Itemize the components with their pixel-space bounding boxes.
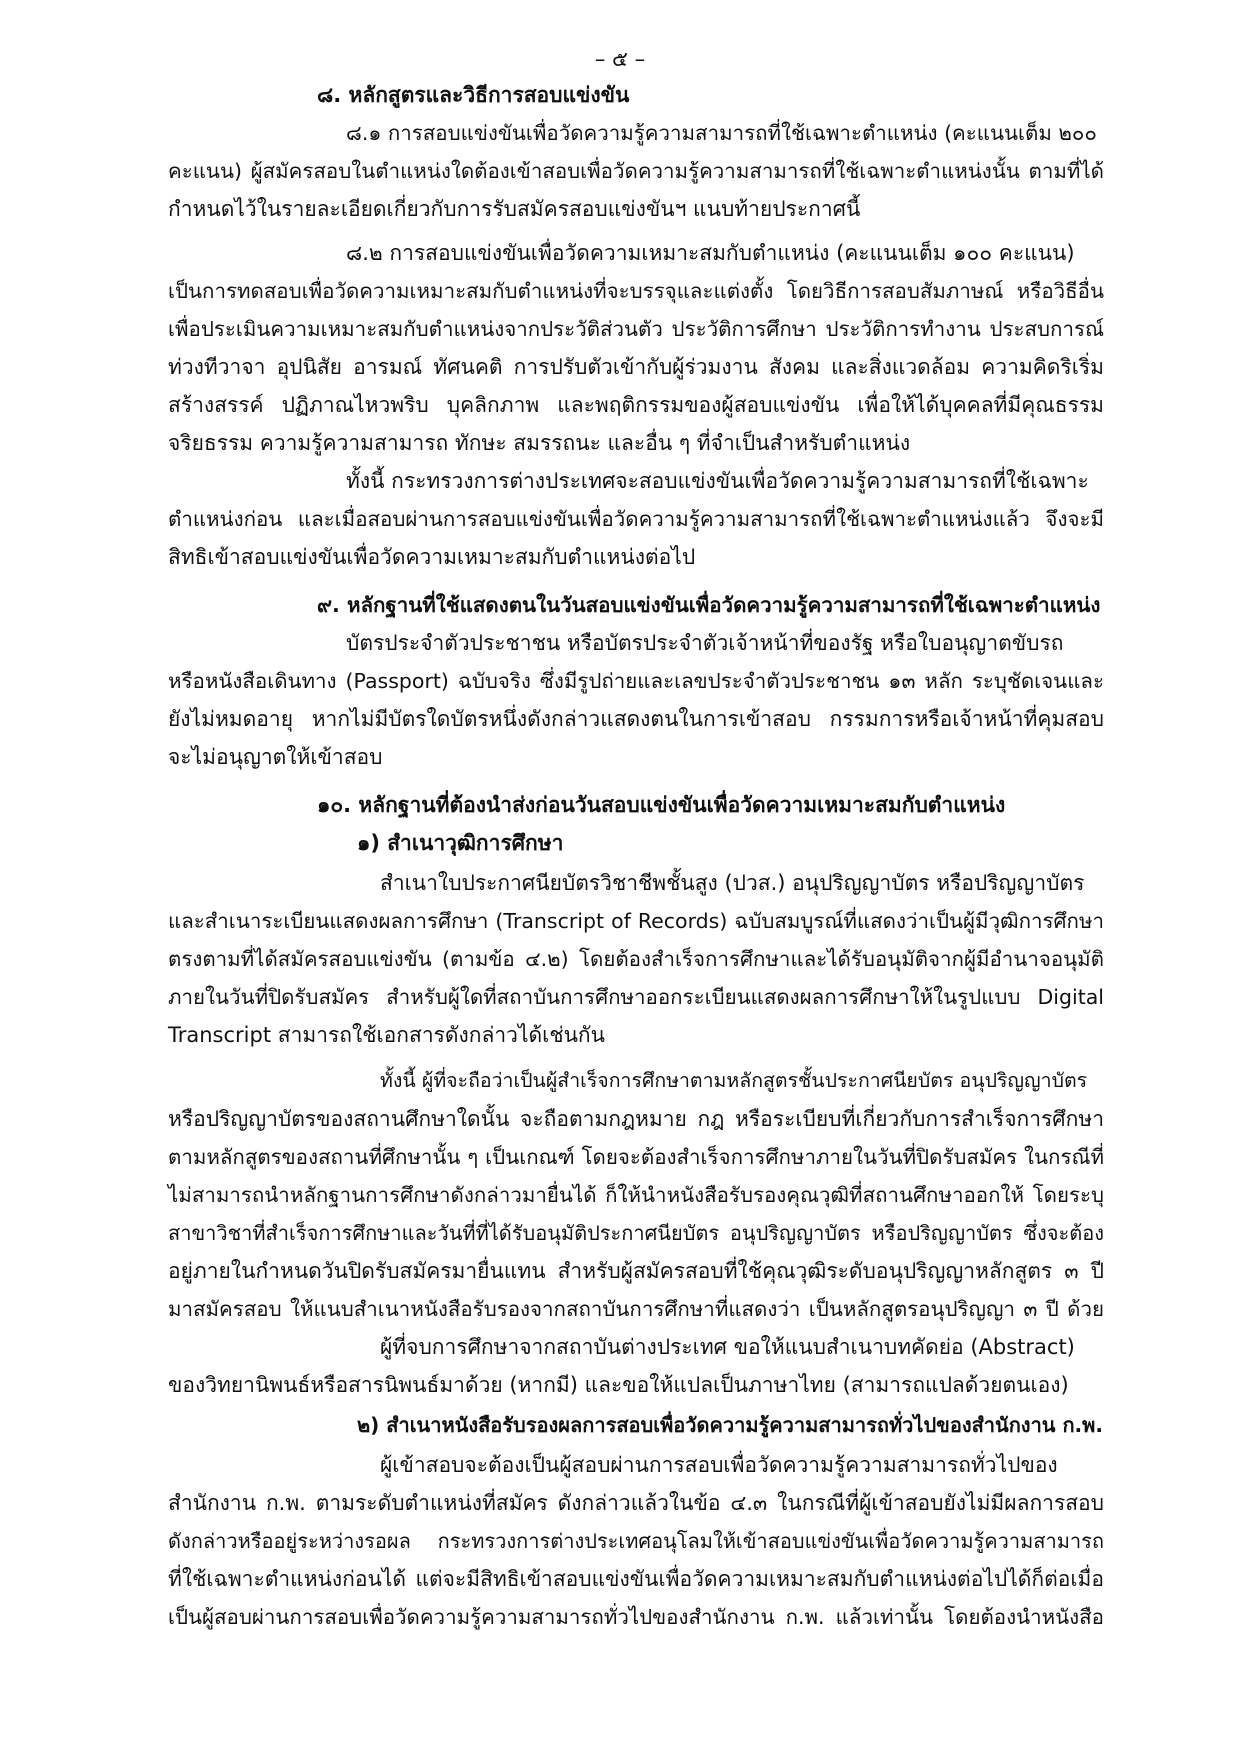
sec10-sub1-p3-line2: ของวิทยานิพนธ์หรือสารนิพนธ์มาด้วย (หากมี) และขอให้แปลเป็นภาษาไทย (สามารถแปลด้วยตนเอง): [168, 1373, 1069, 1397]
sec8-p2-line6: จริยธรรม ความรู้ความสามารถ ทักษะ สมรรถนะ และอื่น ๆ ที่จำเป็นสำหรับตำแหน่ง: [168, 431, 911, 455]
sec10-sub1-p1-line4: ภายในวันที่ปิดรับสมัคร สำหรับผู้ใดที่สถาบันการศึกษาออกระเบียนแสดงผลการศึกษาให้ในรูปแบบ Digital: [168, 985, 1104, 1009]
sec10-sub1-p2-line1: ทั้งนี้ ผู้ที่จะถือว่าเป็นผู้สำเร็จการศึกษาตามหลักสูตรชั้นประกาศนียบัตร อนุปริญญาบัตร: [380, 1069, 1088, 1092]
section-9-heading: ๙. หลักฐานที่ใช้แสดงตนในวันสอบแข่งขันเพื่อวัดความรู้ความสามารถที่ใช้เฉพาะตำแหน่ง: [317, 593, 1101, 617]
sec10-sub1-heading: ๑) สำเนาวุฒิการศึกษา: [357, 831, 564, 855]
sec9-p1-line4: จะไม่อนุญาตให้เข้าสอบ: [168, 745, 383, 769]
sec9-p1-line3: ยังไม่หมดอายุ หากไม่มีบัตรใดบัตรหนึ่งดังกล่าวแสดงตนในการเข้าสอบ กรรมการหรือเจ้าหน้าที่คุมสอบ: [168, 707, 1104, 731]
sec10-sub1-p2-line4: ไม่สามารถนำหลักฐานการศึกษาดังกล่าวมายื่นได้ ก็ให้นำหนังสือรับรองคุณวุฒิที่สถานศึกษาออกให้ โดยระบุ: [168, 1183, 1104, 1207]
sec8-p2-line4: ท่วงทีวาจา อุปนิสัย อารมณ์ ทัศนคติ การปรับตัวเข้ากับผู้ร่วมงาน สังคม และสิ่งแวดล้อม ความคิดริเริ่ม: [168, 355, 1104, 379]
sec8-p1-line1: ๘.๑ การสอบแข่งขันเพื่อวัดความรู้ความสามารถที่ใช้เฉพาะตำแหน่ง (คะแนนเต็ม ๒๐๐: [346, 121, 1097, 145]
section-8-heading: ๘. หลักสูตรและวิธีการสอบแข่งขัน: [317, 83, 630, 107]
sec10-sub2-p1-line4: ที่ใช้เฉพาะตำแหน่งก่อนได้ แต่จะมีสิทธิเข้าสอบแข่งขันเพื่อวัดความเหมาะสมกับตำแหน่งต่อไปได้ก็ต่อเมื่อ: [168, 1567, 1104, 1591]
sec10-sub1-p1-line5: Transcript สามารถใช้เอกสารดังกล่าวได้เช่นกัน: [168, 1023, 606, 1047]
sec8-p3-line2: ตำแหน่งก่อน และเมื่อสอบผ่านการสอบแข่งขันเพื่อวัดความรู้ความสามารถที่ใช้เฉพาะตำแหน่งแล้ว จึงจะมี: [168, 507, 1104, 531]
sec10-sub2-p1-line5: เป็นผู้สอบผ่านการสอบเพื่อวัดความรู้ความสามารถทั่วไปของสำนักงาน ก.พ. แล้วเท่านั้น โดยต้องนำหนังสือ: [168, 1605, 1104, 1629]
sec9-p1-line2: หรือหนังสือเดินทาง (Passport) ฉบับจริง ซึ่งมีรูปถ่ายและเลขประจำตัวประชาชน ๑๓ หลัก ระบุชัดเจนและ: [168, 669, 1104, 693]
sec10-sub1-p1-line1: สำเนาใบประกาศนียบัตรวิชาชีพชั้นสูง (ปวส.) อนุปริญญาบัตร หรือปริญญาบัตร: [380, 871, 1085, 895]
sec10-sub2-p1-line3: ดังกล่าวหรืออยู่ระหว่างรอผล กระทรวงการต่างประเทศอนุโลมให้เข้าสอบแข่งขันเพื่อวัดความรู้ความสามารถ: [168, 1529, 1104, 1553]
sec8-p1-line2: คะแนน) ผู้สมัครสอบในตำแหน่งใดต้องเข้าสอบเพื่อวัดความรู้ความสามารถที่ใช้เฉพาะตำแหน่งนั้น ตามที่ได้: [168, 159, 1104, 183]
sec8-p2-line3: เพื่อประเมินความเหมาะสมกับตำแหน่งจากประวัติส่วนตัว ประวัติการศึกษา ประวัติการทำงาน ประสบการณ์: [168, 317, 1104, 341]
sec8-p1-line3: กำหนดไว้ในรายละเอียดเกี่ยวกับการรับสมัครสอบแข่งขันฯ แนบท้ายประกาศนี้: [168, 197, 861, 221]
page-number: – ๕ –: [594, 47, 646, 71]
sec10-sub1-p2-line6: อยู่ภายในกำหนดวันปิดรับสมัครมายื่นแทน สำหรับผู้สมัครสอบที่ใช้คุณวุฒิระดับอนุปริญญาหลักสูตร ๓ ปี: [168, 1259, 1104, 1283]
sec10-sub1-p1-line3: ตรงตามที่ได้สมัครสอบแข่งขัน (ตามข้อ ๔.๒) โดยต้องสำเร็จการศึกษาและได้รับอนุมัติจากผู้มีอำนาจอนุมัติ: [168, 947, 1104, 971]
sec10-sub2-p1-line1: ผู้เข้าสอบจะต้องเป็นผู้สอบผ่านการสอบเพื่อวัดความรู้ความสามารถทั่วไปของ: [380, 1453, 1058, 1477]
sec10-sub1-p2-line7: มาสมัครสอบ ให้แนบสำเนาหนังสือรับรองจากสถาบันการศึกษาที่แสดงว่า เป็นหลักสูตรอนุปริญญา ๓ ปี ด้วย: [168, 1297, 1104, 1321]
sec8-p2-line2: เป็นการทดสอบเพื่อวัดความเหมาะสมกับตำแหน่งที่จะบรรจุและแต่งตั้ง โดยวิธีการสอบสัมภาษณ์ หรือวิธีอื่น: [168, 279, 1104, 303]
sec10-sub1-p2-line2: หรือปริญญาบัตรของสถานศึกษาใดนั้น จะถือตามกฎหมาย กฎ หรือระเบียบที่เกี่ยวกับการสำเร็จการศึกษา: [168, 1107, 1104, 1131]
sec10-sub1-p3-line1: ผู้ที่จบการศึกษาจากสถาบันต่างประเทศ ขอให้แนบสำเนาบทคัดย่อ (Abstract): [380, 1335, 1075, 1359]
sec10-sub1-p2-line5: สาขาวิชาที่สำเร็จการศึกษาและวันที่ที่ได้รับอนุมัติประกาศนียบัตร อนุปริญญาบัตร หรือปริญญาบัตร ซึ่งจะต้อง: [168, 1221, 1104, 1245]
sec10-sub2-heading: ๒) สำเนาหนังสือรับรองผลการสอบเพื่อวัดความรู้ความสามารถทั่วไปของสำนักงาน ก.พ.: [357, 1413, 1103, 1437]
sec8-p3-line1: ทั้งนี้ กระทรวงการต่างประเทศจะสอบแข่งขันเพื่อวัดความรู้ความสามารถที่ใช้เฉพาะ: [346, 469, 1089, 493]
sec8-p3-line3: สิทธิเข้าสอบแข่งขันเพื่อวัดความเหมาะสมกับตำแหน่งต่อไป: [168, 545, 696, 569]
sec8-p2-line5: สร้างสรรค์ ปฏิภาณไหวพริบ บุคลิกภาพ และพฤติกรรมของผู้สอบแข่งขัน เพื่อให้ได้บุคคลที่มีคุณธรรม: [168, 393, 1104, 417]
sec8-p2-line1: ๘.๒ การสอบแข่งขันเพื่อวัดความเหมาะสมกับตำแหน่ง (คะแนนเต็ม ๑๐๐ คะแนน): [346, 241, 1075, 265]
sec9-p1-line1: บัตรประจำตัวประชาชน หรือบัตรประจำตัวเจ้าหน้าที่ของรัฐ หรือใบอนุญาตขับรถ: [346, 631, 1064, 655]
sec10-sub2-p1-line2: สำนักงาน ก.พ. ตามระดับตำแหน่งที่สมัคร ดังกล่าวแล้วในข้อ ๔.๓ ในกรณีที่ผู้เข้าสอบยังไม่มีผลการสอบ: [168, 1491, 1104, 1515]
sec10-sub1-p1-line2: และสำเนาระเบียนแสดงผลการศึกษา (Transcript of Records) ฉบับสมบูรณ์ที่แสดงว่าเป็นผู้มีวุฒิการศึกษา: [168, 909, 1104, 933]
section-10-heading: ๑๐. หลักฐานที่ต้องนำส่งก่อนวันสอบแข่งขันเพื่อวัดความเหมาะสมกับตำแหน่ง: [317, 793, 1006, 817]
sec10-sub1-p2-line3: ตามหลักสูตรของสถานที่ศึกษานั้น ๆ เป็นเกณฑ์ โดยจะต้องสำเร็จการศึกษาภายในวันที่ปิดรับสมัคร ในกรณีที่: [168, 1145, 1104, 1169]
